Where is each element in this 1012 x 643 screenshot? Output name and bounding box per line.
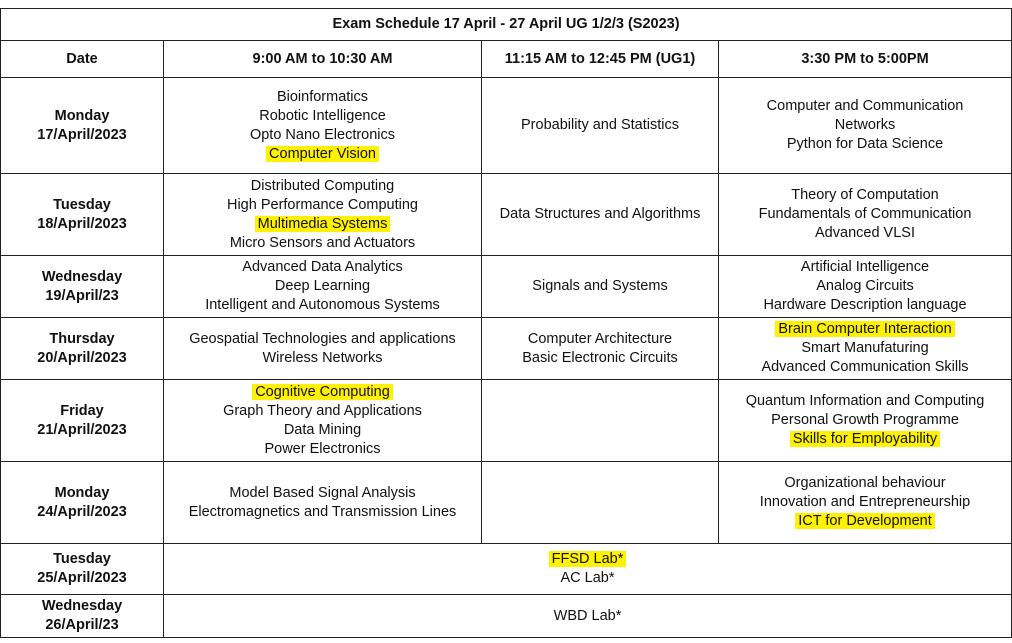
date-value: 21/April/2023 (37, 421, 127, 438)
course-name: Networks (834, 117, 896, 133)
course-name: Data Structures and Algorithms (499, 206, 701, 222)
highlighted-course: Skills for Employability (790, 431, 940, 447)
course-name: Data Mining (283, 421, 362, 438)
highlighted-course: Multimedia Systems (255, 216, 391, 232)
course-name: Computer and Communication (766, 98, 964, 114)
lab-row (1, 544, 1012, 595)
exam-schedule-table (0, 8, 1012, 638)
day-name: Wednesday (41, 268, 123, 285)
course-name: Smart Manufaturing (801, 340, 929, 356)
slot-cell (719, 318, 1012, 380)
course-name: Robotic Intelligence (259, 107, 386, 124)
course-name: Wireless Networks (262, 349, 383, 366)
highlighted-course: Brain Computer Interaction (775, 321, 954, 337)
course-name: Basic Electronic Circuits (522, 349, 678, 366)
slot-cell (719, 78, 1012, 174)
course-name: Python for Data Science (786, 136, 944, 152)
slot-cell (164, 256, 482, 318)
course-name: Power Electronics (264, 440, 381, 457)
course-name: Model Based Signal Analysis (229, 484, 416, 501)
course-name: Theory of Computation (791, 187, 939, 203)
date-cell (1, 174, 164, 256)
date-cell (1, 256, 164, 318)
header-slot-3: 3:30 PM to 5:00PM (719, 41, 1012, 78)
slot-cell (164, 318, 482, 380)
course-name: Graph Theory and Applications (223, 402, 422, 419)
course-name: Distributed Computing (250, 177, 395, 194)
course-name: Micro Sensors and Actuators (229, 234, 416, 251)
highlighted-course: FFSD Lab* (549, 551, 627, 567)
day-name: Monday (54, 107, 110, 124)
date-value: 17/April/2023 (37, 126, 127, 143)
slot-cell (482, 318, 719, 380)
highlighted-course: Computer Vision (266, 146, 379, 162)
course-name: Deep Learning (274, 278, 371, 294)
date-value: 25/April/2023 (37, 570, 127, 586)
page-top-edge (0, 0, 1012, 8)
day-name: Thursday (49, 330, 115, 347)
date-value: 20/April/2023 (37, 349, 127, 366)
course-name: Artificial Intelligence (800, 259, 930, 275)
course-name: Personal Growth Programme (771, 412, 959, 428)
slot-cell (164, 380, 482, 462)
course-name: AC Lab* (560, 570, 615, 586)
course-name: Computer Architecture (527, 330, 673, 347)
schedule-row (1, 78, 1012, 174)
slot-cell (719, 380, 1012, 462)
slot-cell (164, 78, 482, 174)
date-cell (1, 595, 164, 638)
course-name: Advanced Communication Skills (761, 359, 969, 375)
schedule-row (1, 380, 1012, 462)
day-name: Wednesday (41, 598, 123, 614)
course-name: High Performance Computing (226, 196, 418, 213)
day-name: Tuesday (53, 551, 111, 567)
header-date: Date (1, 41, 164, 78)
lab-cell (164, 544, 1012, 595)
course-name: Advanced VLSI (815, 225, 915, 241)
slot-cell (719, 256, 1012, 318)
course-name: Electromagnetics and Transmission Lines (188, 503, 457, 520)
day-name: Monday (54, 484, 110, 501)
date-cell (1, 380, 164, 462)
schedule-title: Exam Schedule 17 April - 27 April UG 1/2/3 (S2023) (1, 9, 1012, 41)
course-name: Organizational behaviour (784, 475, 946, 491)
highlighted-course: ICT for Development (795, 513, 935, 529)
course-name: Geospatial Technologies and applications (189, 330, 456, 347)
course-name: Analog Circuits (816, 278, 914, 294)
slot-cell (719, 462, 1012, 544)
header-row (1, 41, 1012, 78)
date-cell (1, 318, 164, 380)
date-value: 19/April/23 (45, 287, 119, 304)
slot-cell (482, 462, 719, 544)
date-value: 18/April/2023 (37, 215, 127, 232)
course-name: Intelligent and Autonomous Systems (205, 297, 440, 313)
day-name: Friday (60, 402, 104, 419)
slot-cell (164, 462, 482, 544)
lab-cell (164, 595, 1012, 638)
header-slot-2: 11:15 AM to 12:45 PM (UG1) (482, 41, 719, 78)
date-cell (1, 544, 164, 595)
schedule-row (1, 256, 1012, 318)
course-name: Quantum Information and Computing (745, 393, 985, 409)
course-name: Advanced Data Analytics (242, 259, 403, 275)
course-name: Hardware Description language (763, 297, 967, 313)
course-name: Fundamentals of Communication (758, 206, 972, 222)
course-name: Opto Nano Electronics (249, 126, 396, 143)
highlighted-course: Cognitive Computing (252, 384, 393, 400)
header-slot-1: 9:00 AM to 10:30 AM (164, 41, 482, 78)
slot-cell (482, 174, 719, 256)
slot-cell (482, 380, 719, 462)
course-name: Probability and Statistics (521, 117, 679, 133)
schedule-row (1, 174, 1012, 256)
course-name: WBD Lab* (553, 607, 622, 624)
slot-cell (482, 78, 719, 174)
date-value: 26/April/23 (45, 617, 119, 633)
slot-cell (164, 174, 482, 256)
slot-cell (482, 256, 719, 318)
lab-row (1, 595, 1012, 638)
schedule-row (1, 318, 1012, 380)
day-name: Tuesday (53, 196, 111, 213)
course-name: Innovation and Entrepreneurship (759, 494, 971, 510)
course-name: Signals and Systems (532, 278, 668, 294)
date-cell (1, 462, 164, 544)
date-value: 24/April/2023 (37, 503, 127, 520)
date-cell (1, 78, 164, 174)
schedule-row (1, 462, 1012, 544)
slot-cell (719, 174, 1012, 256)
course-name: Bioinformatics (276, 88, 369, 105)
